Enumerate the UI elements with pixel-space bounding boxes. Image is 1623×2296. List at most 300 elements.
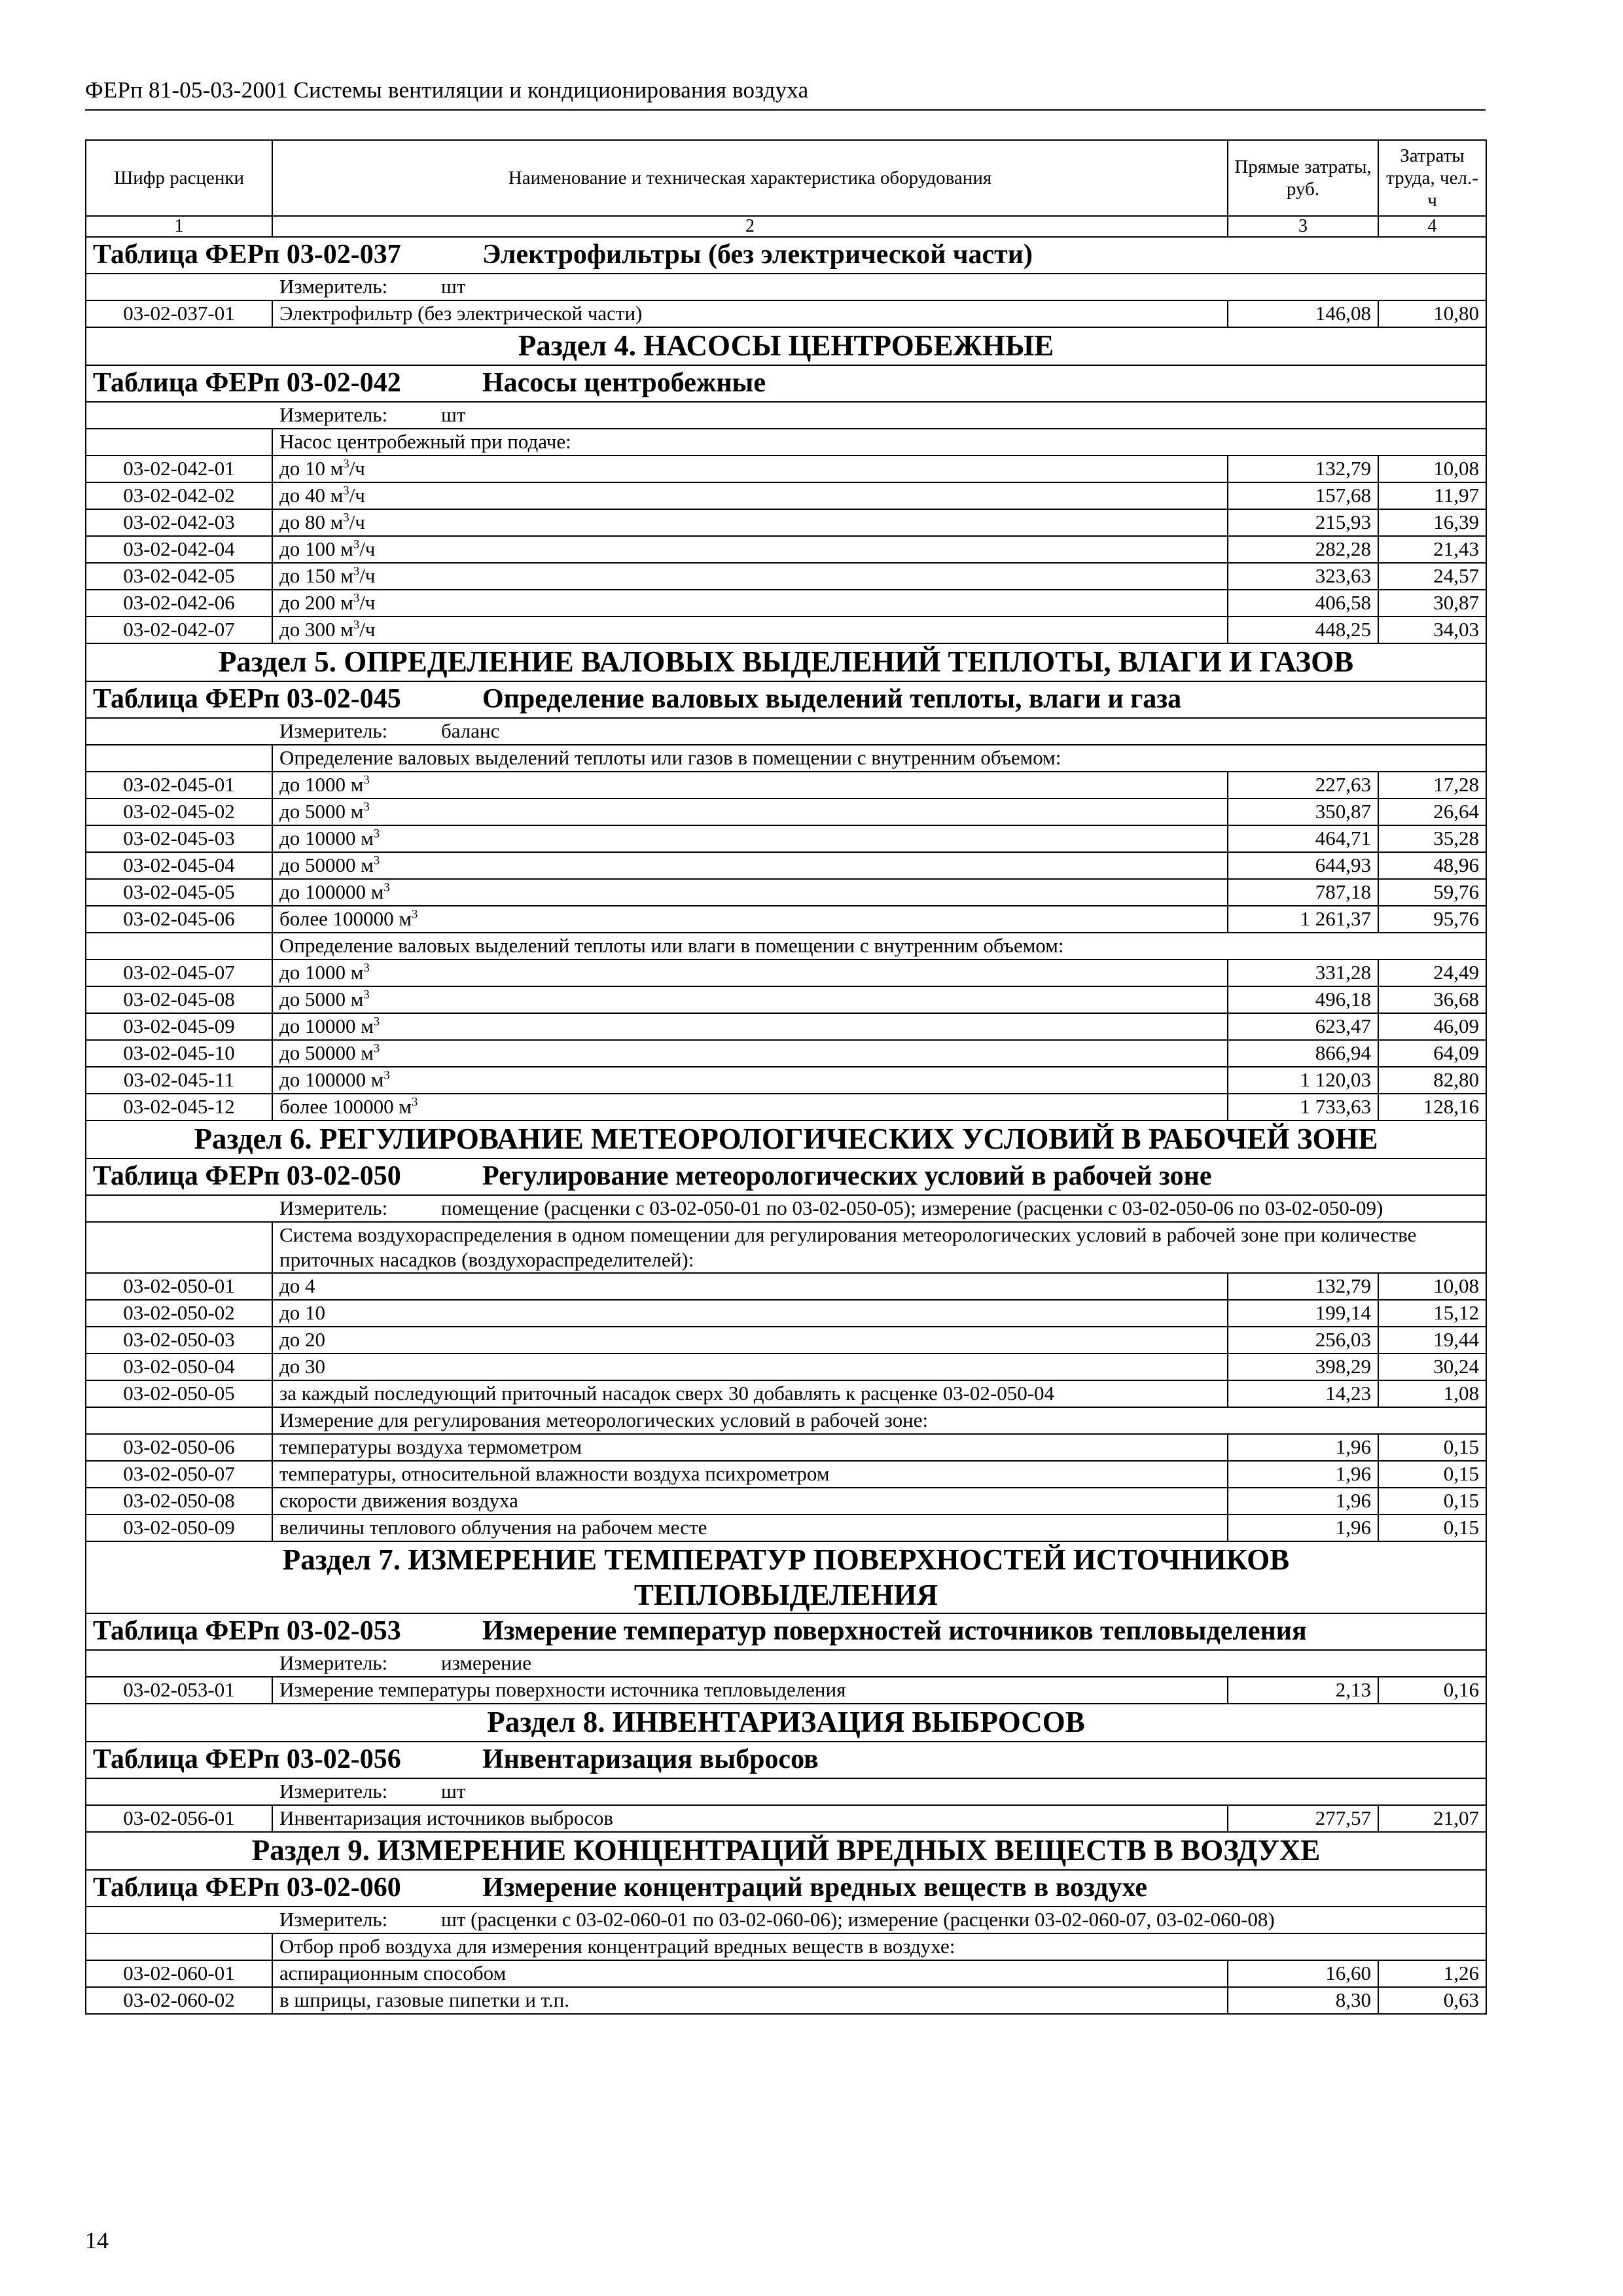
cubic-exponent: 3 bbox=[373, 1041, 380, 1056]
row-code: 03-02-045-08 bbox=[86, 986, 272, 1013]
cubic-exponent: 3 bbox=[363, 961, 370, 975]
table-heading bbox=[86, 365, 1486, 402]
table-row bbox=[86, 1987, 1486, 2014]
row-name bbox=[272, 617, 1228, 643]
row-cost: 1 120,03 bbox=[1228, 1067, 1378, 1094]
row-code: 03-02-042-02 bbox=[86, 482, 272, 509]
measure-cell bbox=[86, 274, 1486, 300]
group-label: Система воздухораспределения в одном помещении для регулирования метеорологических условий в рабочей зоне при количестве приточных насадков (воздухораспределителей): bbox=[272, 1222, 1486, 1273]
row-labor: 30,87 bbox=[1378, 590, 1486, 617]
row-name bbox=[272, 1013, 1228, 1040]
table-heading-row bbox=[86, 1613, 1486, 1650]
table-row bbox=[86, 456, 1486, 482]
row-code: 03-02-042-07 bbox=[86, 617, 272, 643]
table-row bbox=[86, 1960, 1486, 1987]
row-labor: 1,08 bbox=[1378, 1380, 1486, 1407]
row-code: 03-02-045-09 bbox=[86, 1013, 272, 1040]
row-code: 03-02-042-05 bbox=[86, 563, 272, 590]
measure-label: Измеритель: bbox=[279, 719, 388, 742]
measure-value: шт bbox=[441, 1780, 466, 1803]
cubic-exponent: 3 bbox=[411, 1095, 418, 1109]
section-heading-row bbox=[86, 643, 1486, 681]
table-code: Таблица ФЕРп 03-02-037 bbox=[93, 240, 401, 270]
measure-value: шт (расценки с 03-02-060-01 по 03-02-060-06); измерение (расценки 03-02-060-07, 03-02-060-08) bbox=[441, 1908, 1275, 1931]
row-name-text: до 30 bbox=[279, 1355, 326, 1378]
table-row bbox=[86, 1488, 1486, 1515]
table-row bbox=[86, 772, 1486, 798]
row-name-text: более 100000 м bbox=[279, 907, 412, 930]
document-header-title: ФЕРп 81-05-03-2001 Системы вентиляции и кондиционирования воздуха bbox=[85, 77, 809, 103]
column-number: 2 bbox=[272, 216, 1228, 237]
row-name bbox=[272, 1987, 1228, 2014]
table-heading-row bbox=[86, 237, 1486, 274]
table-row bbox=[86, 986, 1486, 1013]
row-name-text: величины теплового облучения на рабочем месте bbox=[279, 1516, 707, 1539]
row-cost: 1,96 bbox=[1228, 1515, 1378, 1541]
row-name bbox=[272, 1273, 1228, 1300]
row-name-text: до 100000 м bbox=[279, 880, 384, 903]
cubic-exponent: 3 bbox=[363, 773, 370, 787]
group-row bbox=[86, 1407, 1486, 1434]
row-labor: 1,26 bbox=[1378, 1960, 1486, 1987]
row-name-text: до 50000 м bbox=[279, 1041, 374, 1064]
table-heading bbox=[86, 1742, 1486, 1778]
group-label: Отбор проб воздуха для измерения концентраций вредных веществ в воздухе: bbox=[272, 1933, 1486, 1960]
row-code: 03-02-050-01 bbox=[86, 1273, 272, 1300]
row-labor: 15,12 bbox=[1378, 1300, 1486, 1327]
row-cost: 331,28 bbox=[1228, 960, 1378, 986]
measure-cell bbox=[86, 1778, 1486, 1805]
row-code: 03-02-037-01 bbox=[86, 300, 272, 327]
table-heading bbox=[86, 681, 1486, 718]
table-heading-row bbox=[86, 681, 1486, 718]
measure-label: Измеритель: bbox=[279, 403, 388, 426]
row-code: 03-02-045-12 bbox=[86, 1094, 272, 1121]
row-cost: 132,79 bbox=[1228, 1273, 1378, 1300]
row-name bbox=[272, 1067, 1228, 1094]
row-cost: 1 733,63 bbox=[1228, 1094, 1378, 1121]
group-label: Измерение для регулирования метеорологических условий в рабочей зоне: bbox=[272, 1407, 1486, 1434]
row-unit: /ч bbox=[359, 564, 376, 587]
measure-label: Измеритель: bbox=[279, 1908, 388, 1931]
measure-cell bbox=[86, 1195, 1486, 1222]
table-title: Электрофильтры (без электрической части) bbox=[482, 240, 1033, 270]
row-code: 03-02-053-01 bbox=[86, 1677, 272, 1704]
measure-row bbox=[86, 1907, 1486, 1933]
row-labor: 95,76 bbox=[1378, 906, 1486, 933]
column-header-labor: Затраты труда, чел.-ч bbox=[1378, 140, 1486, 216]
measure-label: Измеритель: bbox=[279, 1780, 388, 1803]
cubic-exponent: 3 bbox=[353, 591, 360, 605]
row-cost: 14,23 bbox=[1228, 1380, 1378, 1407]
row-unit: /ч bbox=[349, 457, 365, 480]
cubic-exponent: 3 bbox=[383, 1068, 390, 1083]
row-labor: 46,09 bbox=[1378, 1013, 1486, 1040]
row-name-text: в шприцы, газовые пипетки и т.п. bbox=[279, 1988, 569, 2011]
row-cost: 215,93 bbox=[1228, 509, 1378, 536]
row-name bbox=[272, 960, 1228, 986]
table-row bbox=[86, 1300, 1486, 1327]
row-labor: 128,16 bbox=[1378, 1094, 1486, 1121]
cubic-exponent: 3 bbox=[343, 457, 349, 471]
row-name bbox=[272, 456, 1228, 482]
table-row bbox=[86, 1013, 1486, 1040]
row-name bbox=[272, 772, 1228, 798]
table-row bbox=[86, 1515, 1486, 1541]
table-code: Таблица ФЕРп 03-02-053 bbox=[93, 1616, 401, 1646]
price-table bbox=[85, 139, 1487, 2015]
cubic-exponent: 3 bbox=[373, 827, 380, 841]
measure-value: шт bbox=[441, 403, 466, 426]
row-cost: 1,96 bbox=[1228, 1461, 1378, 1488]
section-heading: Раздел 6. РЕГУЛИРОВАНИЕ МЕТЕОРОЛОГИЧЕСКИХ УСЛОВИЙ В РАБОЧЕЙ ЗОНЕ bbox=[86, 1121, 1486, 1158]
table-code: Таблица ФЕРп 03-02-050 bbox=[93, 1161, 401, 1191]
table-row bbox=[86, 509, 1486, 536]
row-cost: 256,03 bbox=[1228, 1327, 1378, 1354]
table-row bbox=[86, 482, 1486, 509]
row-labor: 11,97 bbox=[1378, 482, 1486, 509]
group-label: Насос центробежный при подаче: bbox=[272, 429, 1486, 456]
row-name bbox=[272, 852, 1228, 879]
row-labor: 48,96 bbox=[1378, 852, 1486, 879]
column-header-cost: Прямые затраты, руб. bbox=[1228, 140, 1378, 216]
section-heading: Раздел 4. НАСОСЫ ЦЕНТРОБЕЖНЫЕ bbox=[86, 327, 1486, 365]
table-heading-row bbox=[86, 1742, 1486, 1778]
row-name bbox=[272, 1327, 1228, 1354]
row-labor: 82,80 bbox=[1378, 1067, 1486, 1094]
table-042-rows bbox=[86, 456, 1486, 643]
row-name-text: до 100000 м bbox=[279, 1068, 384, 1091]
column-number: 1 bbox=[86, 216, 272, 237]
row-cost: 1,96 bbox=[1228, 1434, 1378, 1461]
table-heading-row bbox=[86, 1158, 1486, 1195]
row-code: 03-02-050-04 bbox=[86, 1354, 272, 1380]
row-unit: /ч bbox=[359, 618, 376, 641]
group-row bbox=[86, 745, 1486, 772]
row-name-text: до 200 м bbox=[279, 591, 353, 614]
row-code: 03-02-045-04 bbox=[86, 852, 272, 879]
column-number: 4 bbox=[1378, 216, 1486, 237]
column-number-row bbox=[86, 216, 1486, 237]
table-row bbox=[86, 590, 1486, 617]
row-labor: 19,44 bbox=[1378, 1327, 1486, 1354]
row-code: 03-02-060-02 bbox=[86, 1987, 272, 2014]
row-labor: 10,08 bbox=[1378, 456, 1486, 482]
table-code: Таблица ФЕРп 03-02-042 bbox=[93, 368, 401, 398]
table-heading bbox=[86, 1158, 1486, 1195]
row-name bbox=[272, 509, 1228, 536]
row-name-text: до 40 м bbox=[279, 484, 344, 507]
table-heading bbox=[86, 1613, 1486, 1650]
table-title: Измерение температур поверхностей источников тепловыделения bbox=[482, 1616, 1307, 1646]
row-code: 03-02-050-07 bbox=[86, 1461, 272, 1488]
row-name bbox=[272, 590, 1228, 617]
row-cost: 277,57 bbox=[1228, 1805, 1378, 1832]
row-code: 03-02-045-07 bbox=[86, 960, 272, 986]
table-050-rows-2 bbox=[86, 1434, 1486, 1541]
row-labor: 24,57 bbox=[1378, 563, 1486, 590]
cubic-exponent: 3 bbox=[353, 618, 360, 632]
row-name-text: аспирационным способом bbox=[279, 1962, 507, 1984]
row-labor: 34,03 bbox=[1378, 617, 1486, 643]
measure-value: шт bbox=[441, 275, 466, 298]
row-cost: 323,63 bbox=[1228, 563, 1378, 590]
row-name-text: температуры воздуха термометром bbox=[279, 1435, 582, 1458]
cubic-exponent: 3 bbox=[343, 511, 349, 525]
table-row bbox=[86, 1067, 1486, 1094]
row-name bbox=[272, 1300, 1228, 1327]
row-name bbox=[272, 825, 1228, 852]
row-labor: 59,76 bbox=[1378, 879, 1486, 906]
column-header-row bbox=[86, 140, 1486, 216]
measure-row bbox=[86, 1650, 1486, 1677]
row-name bbox=[272, 482, 1228, 509]
table-row bbox=[86, 1354, 1486, 1380]
row-name-text: до 100 м bbox=[279, 537, 353, 560]
table-row bbox=[86, 1434, 1486, 1461]
measure-label: Измеритель: bbox=[279, 275, 388, 298]
row-name bbox=[272, 879, 1228, 906]
measure-cell bbox=[86, 718, 1486, 745]
page-number: 14 bbox=[85, 2227, 109, 2253]
row-labor: 35,28 bbox=[1378, 825, 1486, 852]
row-cost: 282,28 bbox=[1228, 536, 1378, 563]
group-label: Определение валовых выделений теплоты или влаги в помещении с внутренним объемом: bbox=[272, 933, 1486, 960]
table-row bbox=[86, 1040, 1486, 1067]
row-code: 03-02-042-03 bbox=[86, 509, 272, 536]
section-heading: Раздел 7. ИЗМЕРЕНИЕ ТЕМПЕРАТУР ПОВЕРХНОСТЕЙ ИСТОЧНИКОВ ТЕПЛОВЫДЕЛЕНИЯ bbox=[86, 1541, 1486, 1613]
row-code: 03-02-056-01 bbox=[86, 1805, 272, 1832]
row-cost: 157,68 bbox=[1228, 482, 1378, 509]
row-cost: 496,18 bbox=[1228, 986, 1378, 1013]
table-row bbox=[86, 1805, 1486, 1832]
row-name-text: до 80 м bbox=[279, 511, 344, 533]
row-unit: /ч bbox=[359, 591, 376, 614]
section-heading-row bbox=[86, 1704, 1486, 1742]
section-heading-row bbox=[86, 1121, 1486, 1158]
row-name bbox=[272, 1515, 1228, 1541]
row-cost: 146,08 bbox=[1228, 300, 1378, 327]
row-name-text: до 300 м bbox=[279, 618, 353, 641]
cubic-exponent: 3 bbox=[373, 1014, 380, 1029]
cubic-exponent: 3 bbox=[343, 484, 349, 498]
row-code: 03-02-050-08 bbox=[86, 1488, 272, 1515]
row-cost: 227,63 bbox=[1228, 772, 1378, 798]
cubic-exponent: 3 bbox=[411, 907, 418, 922]
row-cost: 132,79 bbox=[1228, 456, 1378, 482]
table-title: Определение валовых выделений теплоты, влаги и газа bbox=[482, 684, 1182, 714]
table-title: Измерение концентраций вредных веществ в воздухе bbox=[482, 1873, 1148, 1903]
table-row bbox=[86, 798, 1486, 825]
table-row bbox=[86, 1380, 1486, 1407]
row-name-text: до 10000 м bbox=[279, 827, 374, 850]
row-name bbox=[272, 1461, 1228, 1488]
measure-row bbox=[86, 274, 1486, 300]
row-code: 03-02-042-01 bbox=[86, 456, 272, 482]
row-name-text: до 50000 м bbox=[279, 853, 374, 876]
cubic-exponent: 3 bbox=[363, 988, 370, 1002]
row-cost: 1 261,37 bbox=[1228, 906, 1378, 933]
cubic-exponent: 3 bbox=[373, 853, 380, 868]
row-labor: 10,08 bbox=[1378, 1273, 1486, 1300]
row-labor: 10,80 bbox=[1378, 300, 1486, 327]
row-code: 03-02-060-01 bbox=[86, 1960, 272, 1987]
row-code: 03-02-045-02 bbox=[86, 798, 272, 825]
column-header-code: Шифр расценки bbox=[86, 140, 272, 216]
group-row bbox=[86, 933, 1486, 960]
row-name bbox=[272, 1040, 1228, 1067]
table-title: Инвентаризация выбросов bbox=[482, 1744, 819, 1774]
row-labor: 16,39 bbox=[1378, 509, 1486, 536]
row-name bbox=[272, 563, 1228, 590]
table-code: Таблица ФЕРп 03-02-045 bbox=[93, 684, 401, 714]
row-cost: 16,60 bbox=[1228, 1960, 1378, 1987]
row-name bbox=[272, 536, 1228, 563]
row-name-text: более 100000 м bbox=[279, 1095, 412, 1118]
table-heading-row bbox=[86, 1870, 1486, 1907]
row-name-text: до 4 bbox=[279, 1274, 315, 1297]
table-row bbox=[86, 563, 1486, 590]
row-name-text: за каждый последующий приточный насадок сверх 30 добавлять к расценке 03-02-050-04 bbox=[279, 1382, 1055, 1405]
table-row bbox=[86, 1461, 1486, 1488]
row-code: 03-02-045-03 bbox=[86, 825, 272, 852]
row-cost: 398,29 bbox=[1228, 1354, 1378, 1380]
table-045-rows-2 bbox=[86, 960, 1486, 1121]
row-code: 03-02-050-05 bbox=[86, 1380, 272, 1407]
row-cost: 623,47 bbox=[1228, 1013, 1378, 1040]
group-row bbox=[86, 429, 1486, 456]
row-name: Измерение температуры поверхности источника тепловыделения bbox=[272, 1677, 1228, 1704]
row-cost: 644,93 bbox=[1228, 852, 1378, 879]
row-code: 03-02-050-02 bbox=[86, 1300, 272, 1327]
row-code: 03-02-045-05 bbox=[86, 879, 272, 906]
row-cost: 350,87 bbox=[1228, 798, 1378, 825]
row-code: 03-02-050-06 bbox=[86, 1434, 272, 1461]
table-row bbox=[86, 906, 1486, 933]
row-code: 03-02-045-11 bbox=[86, 1067, 272, 1094]
column-number: 3 bbox=[1228, 216, 1378, 237]
row-name bbox=[272, 798, 1228, 825]
table-row bbox=[86, 825, 1486, 852]
table-heading bbox=[86, 1870, 1486, 1907]
row-name bbox=[272, 986, 1228, 1013]
section-heading: Раздел 9. ИЗМЕРЕНИЕ КОНЦЕНТРАЦИЙ ВРЕДНЫХ ВЕЩЕСТВ В ВОЗДУХЕ bbox=[86, 1832, 1486, 1870]
row-name bbox=[272, 1380, 1228, 1407]
row-name-text: до 150 м bbox=[279, 564, 353, 587]
table-row bbox=[86, 536, 1486, 563]
table-code: Таблица ФЕРп 03-02-060 bbox=[93, 1873, 401, 1903]
row-code: 03-02-042-06 bbox=[86, 590, 272, 617]
cubic-exponent: 3 bbox=[353, 564, 360, 579]
row-cost: 464,71 bbox=[1228, 825, 1378, 852]
row-code: 03-02-045-06 bbox=[86, 906, 272, 933]
row-labor: 21,07 bbox=[1378, 1805, 1486, 1832]
row-labor: 0,15 bbox=[1378, 1461, 1486, 1488]
table-heading bbox=[86, 237, 1486, 274]
row-cost: 406,58 bbox=[1228, 590, 1378, 617]
row-name-text: до 10 м bbox=[279, 457, 344, 480]
row-name-text: до 10000 м bbox=[279, 1014, 374, 1037]
row-labor: 30,24 bbox=[1378, 1354, 1486, 1380]
measure-cell bbox=[86, 1650, 1486, 1677]
table-row bbox=[86, 852, 1486, 879]
table-row bbox=[86, 1273, 1486, 1300]
measure-value: баланс bbox=[441, 719, 500, 742]
table-title: Насосы центробежные bbox=[482, 368, 766, 398]
row-unit: /ч bbox=[349, 484, 365, 507]
table-060-rows bbox=[86, 1960, 1486, 2014]
table-row bbox=[86, 617, 1486, 643]
row-name bbox=[272, 906, 1228, 933]
row-cost: 448,25 bbox=[1228, 617, 1378, 643]
row-name-text: до 5000 м bbox=[279, 800, 364, 823]
row-name-text: до 5000 м bbox=[279, 988, 364, 1011]
group-row bbox=[86, 1222, 1486, 1273]
row-code: 03-02-045-10 bbox=[86, 1040, 272, 1067]
row-code: 03-02-050-03 bbox=[86, 1327, 272, 1354]
row-labor: 0,15 bbox=[1378, 1515, 1486, 1541]
table-heading-row bbox=[86, 365, 1486, 402]
row-labor: 0,15 bbox=[1378, 1488, 1486, 1515]
row-labor: 0,16 bbox=[1378, 1677, 1486, 1704]
table-row bbox=[86, 300, 1486, 327]
row-labor: 36,68 bbox=[1378, 986, 1486, 1013]
section-heading: Раздел 5. ОПРЕДЕЛЕНИЕ ВАЛОВЫХ ВЫДЕЛЕНИЙ ТЕПЛОТЫ, ВЛАГИ И ГАЗОВ bbox=[86, 643, 1486, 681]
row-labor: 17,28 bbox=[1378, 772, 1486, 798]
table-row bbox=[86, 1094, 1486, 1121]
row-code: 03-02-050-09 bbox=[86, 1515, 272, 1541]
table-050-rows-1 bbox=[86, 1273, 1486, 1407]
row-cost: 787,18 bbox=[1228, 879, 1378, 906]
row-cost: 2,13 bbox=[1228, 1677, 1378, 1704]
row-name-text: до 10 bbox=[279, 1301, 326, 1324]
row-name: Электрофильтр (без электрической части) bbox=[272, 300, 1228, 327]
row-name bbox=[272, 1434, 1228, 1461]
row-cost: 199,14 bbox=[1228, 1300, 1378, 1327]
table-row bbox=[86, 879, 1486, 906]
row-name-text: до 1000 м bbox=[279, 961, 364, 984]
row-name-text: скорости движения воздуха bbox=[279, 1489, 518, 1512]
table-title: Регулирование метеорологических условий в рабочей зоне bbox=[482, 1161, 1212, 1191]
cubic-exponent: 3 bbox=[383, 880, 390, 895]
table-row bbox=[86, 960, 1486, 986]
row-name-text: температуры, относительной влажности воздуха психрометром bbox=[279, 1462, 830, 1485]
measure-cell bbox=[86, 1907, 1486, 1933]
row-labor: 26,64 bbox=[1378, 798, 1486, 825]
row-labor: 0,63 bbox=[1378, 1987, 1486, 2014]
row-name-text: до 20 bbox=[279, 1328, 326, 1351]
row-cost: 1,96 bbox=[1228, 1488, 1378, 1515]
row-code: 03-02-042-04 bbox=[86, 536, 272, 563]
row-name: Инвентаризация источников выбросов bbox=[272, 1805, 1228, 1832]
measure-row bbox=[86, 1195, 1486, 1222]
row-name bbox=[272, 1354, 1228, 1380]
row-name bbox=[272, 1094, 1228, 1121]
row-name bbox=[272, 1488, 1228, 1515]
row-labor: 24,49 bbox=[1378, 960, 1486, 986]
column-header-name: Наименование и техническая характеристика оборудования bbox=[272, 140, 1228, 216]
measure-value: помещение (расценки с 03-02-050-01 по 03-02-050-05); измерение (расценки с 03-02-050-06 по 03-02-050-09) bbox=[441, 1196, 1383, 1219]
row-name bbox=[272, 1960, 1228, 1987]
header-rule bbox=[85, 109, 1486, 111]
row-cost: 8,30 bbox=[1228, 1987, 1378, 2014]
section-heading-row bbox=[86, 327, 1486, 365]
section-heading-row bbox=[86, 1832, 1486, 1870]
table-row bbox=[86, 1327, 1486, 1354]
measure-label: Измеритель: bbox=[279, 1651, 388, 1674]
table-045-rows-1 bbox=[86, 772, 1486, 933]
measure-label: Измеритель: bbox=[279, 1196, 388, 1219]
